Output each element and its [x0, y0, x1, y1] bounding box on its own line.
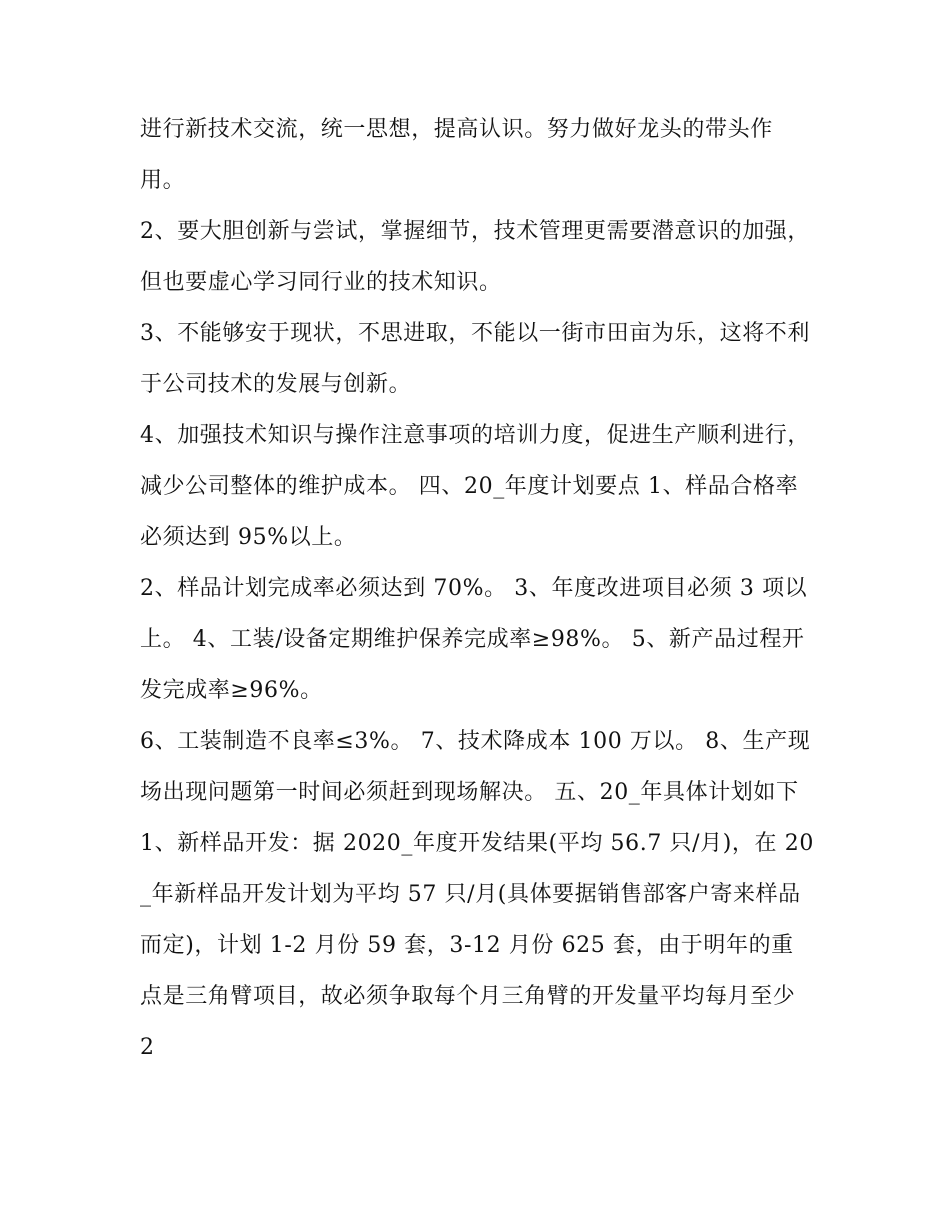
- paragraph-intro: 进行新技术交流，统一思想，提高认识。努力做好龙头的带头作用。: [140, 117, 773, 193]
- paragraph-sample-development: 1、新样品开发：据 2020_年度开发结果(平均 56.7 只/月)，在 20_年新样品开发计划为平均 57 只/月(具体要据销售部客户寄来样品而定)，计划 1-2 月份 59 套，3-12 月份 625 套，由于明年的重点是三角臂项目，故必须争取每个月三角臂的开发量平均每月至少 2: [140, 831, 814, 1060]
- document-body: [140, 104, 815, 1073]
- paragraph-item-2: 2、要大胆创新与尝试，掌握细节，技术管理更需要潜意识的加强，但也要虚心学习同行业的技术知识。: [140, 219, 810, 295]
- paragraph-item-3: 3、不能够安于现状，不思进取，不能以一街市田亩为乐，这将不利于公司技术的发展与创新。: [140, 321, 810, 397]
- paragraph-item-4: 4、加强技术知识与操作注意事项的培训力度，促进生产顺利进行，减少公司整体的维护成本。 四、20_年度计划要点 1、样品合格率必须达到 95%以上。: [140, 423, 810, 550]
- paragraph-plan-points: 2、样品计划完成率必须达到 70%。 3、年度改进项目必须 3 项以上。 4、工装/设备定期维护保养完成率≥98%。 5、新产品过程开发完成率≥96%。: [140, 576, 808, 703]
- paragraph-plan-points-cont: 6、工装制造不良率≤3%。 7、技术降成本 100 万以。 8、生产现场出现问题第一时间必须赶到现场解决。 五、20_年具体计划如下: [140, 729, 811, 805]
